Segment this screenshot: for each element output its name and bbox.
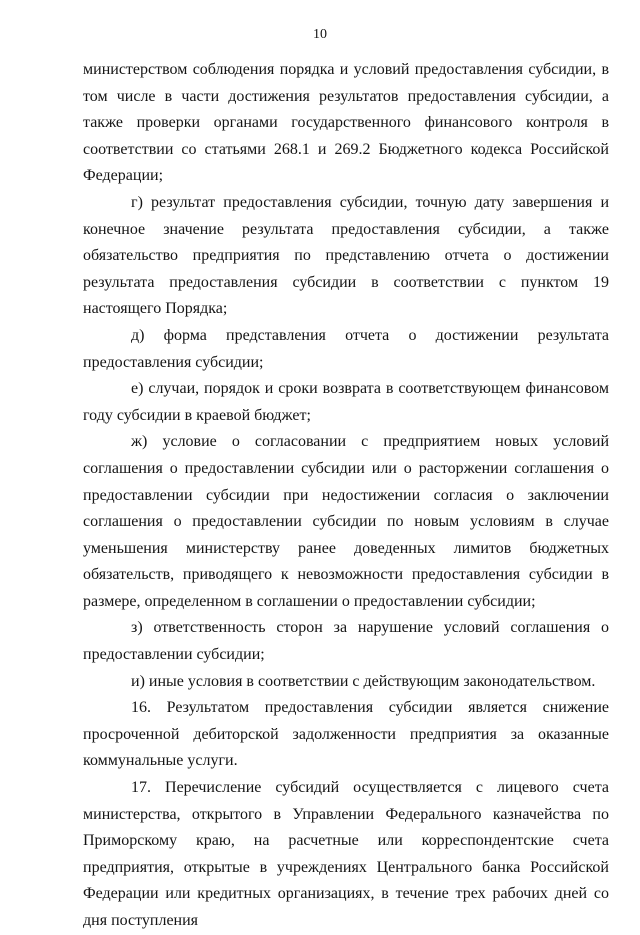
paragraph-item-zh: ж) условие о согласовании с предприятием новых условий соглашения о предоставлении субсидии или о расторжении соглашения о предоставлении субсидии при недостижении согласия о заключении соглашения о предоставлении субсидии по новым условиям в случае уменьшения министерству ранее доведенных лимитов бюджетных обязательств, приводящего к невозможности предоставления субсидии в размере, определенном в соглашении о предоставлении субсидии; (83, 433, 609, 610)
paragraph-item-d: д) форма представления отчета о достижении результата предоставления субсидии; (83, 326, 609, 371)
paragraph-continuation: министерством соблюдения порядка и условий предоставления субсидии, в том числе в части достижения результатов предоставления субсидии, а также проверки органами государственного финансового контроля в соответствии со статьями 268.1 и 269.2 Бюджетного кодекса Российской Федерации; (83, 61, 609, 185)
document-body (83, 57, 609, 935)
paragraph-item-i: и) иные условия в соответствии с действующим законодательством. (131, 672, 596, 690)
paragraph-clause-17: 17. Перечисление субсидий осуществляется с лицевого счета министерства, открытого в Управлении Федерального казначейства по Приморскому краю, на расчетные или корреспондентские счета предприятия, открытые в учреждениях Центрального банка Российской Федерации или кредитных организациях, в течение трех рабочих дней со дня поступления (83, 779, 609, 929)
paragraph-item-g: г) результат предоставления субсидии, точную дату завершения и конечное значение результата предоставления субсидии, а также обязательство предприятия по представлению отчета о достижении результата предоставления субсидии в соответствии с пунктом 19 настоящего Порядка; (83, 193, 609, 318)
paragraph-item-e: е) случаи, порядок и сроки возврата в соответствующем финансовом году субсидии в краевой бюджет; (83, 380, 609, 424)
paragraph-item-z: з) ответственность сторон за нарушение условий соглашения о предоставлении субсидии; (83, 619, 609, 664)
paragraph-clause-16: 16. Результатом предоставления субсидии является снижение просроченной дебиторской задолженности предприятия за оказанные коммунальные услуги. (83, 699, 609, 770)
page-number: 10 (313, 27, 327, 42)
